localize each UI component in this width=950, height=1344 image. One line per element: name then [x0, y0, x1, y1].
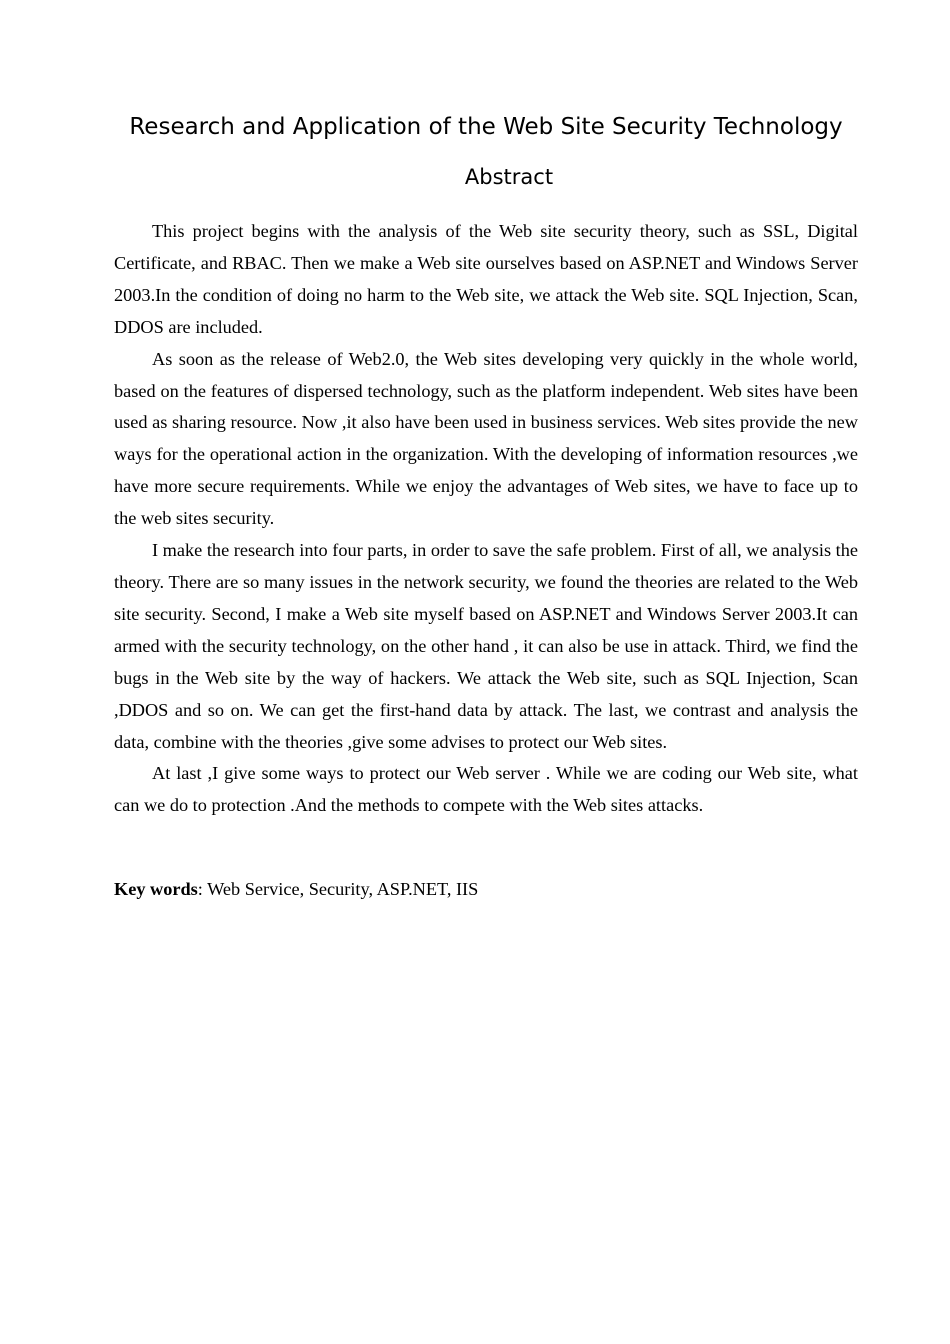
abstract-paragraph: I make the research into four parts, in order to save the safe problem. First of all, we analysis the theory. There are so many issues in the network security, we found the theories are related to the Web site security. Second, I make a Web site myself based on ASP.NET and Windows Server 2003.It can armed with the security technology, on the other hand , it can also be use in attack. Third, we find the bugs in the Web site by the way of hackers. We attack the Web site, such as SQL Injection, Scan ,DDOS and so on. We can get the first-hand data by attack. The last, we contrast and analysis the data, combine with the theories ,give some advises to protect our Web sites. [114, 540, 858, 752]
abstract-body [114, 216, 858, 822]
abstract-paragraph: At last ,I give some ways to protect our Web server . While we are coding our Web site, what can we do to protection .And the methods to compete with the Web sites attacks. [114, 763, 858, 816]
abstract-paragraph: This project begins with the analysis of the Web site security theory, such as SSL, Digital Certificate, and RBAC. Then we make a Web site ourselves based on ASP.NET and Windows Server 2003.In the condition of doing no harm to the Web site, we attack the Web site. SQL Injection, Scan, DDOS are included. [114, 221, 858, 337]
keywords-line [114, 874, 858, 906]
keywords-label: Key words [114, 879, 198, 899]
abstract-heading: Abstract [464, 165, 554, 189]
document-title: Research and Application of the Web Site Security Technology [129, 114, 843, 140]
keywords-separator: : [197, 879, 203, 899]
keywords-value: Web Service, Security, ASP.NET, IIS [202, 879, 479, 899]
abstract-paragraph: As soon as the release of Web2.0, the Web sites developing very quickly in the whole world, based on the features of dispersed technology, such as the platform independent. Web sites have been used as sharing resource. Now ,it also have been used in business services. Web sites provide the new ways for the operational action in the organization. With the developing of information resources ,we have more secure requirements. While we enjoy the advantages of Web sites, we have to face up to the web sites security. [114, 348, 858, 529]
